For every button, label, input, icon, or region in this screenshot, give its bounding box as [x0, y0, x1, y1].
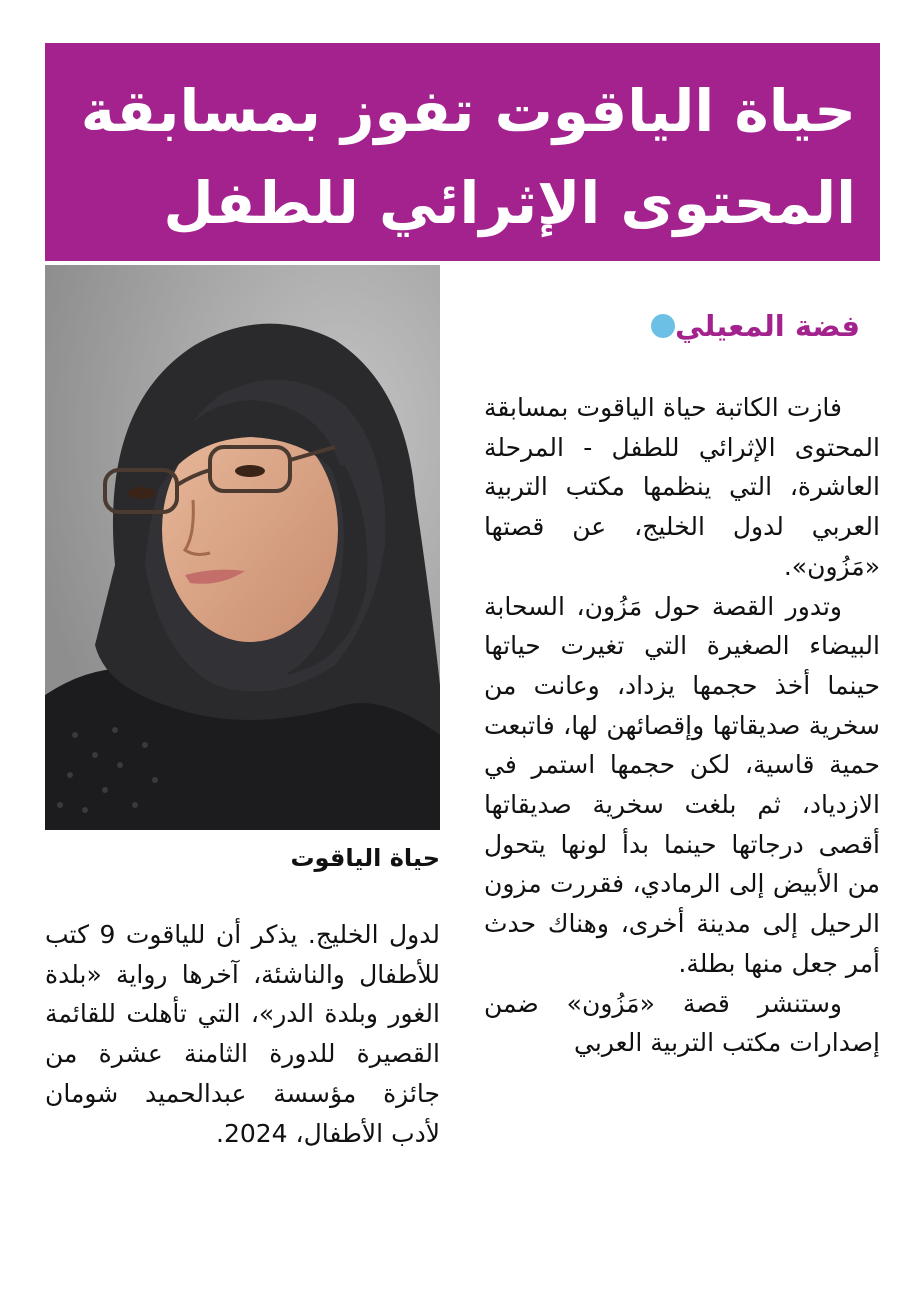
article-continuation: لدول الخليج. يذكر أن للياقوت 9 كتب للأطفال والناشئة، آخرها رواية «بلدة الغور وبلدة الدر»، التي تأهلت للقائمة القصيرة للدورة الثامنة عشرة من جائزة مؤسسة عبدالحميد شومان لأدب الأطفال، 2024. — [45, 920, 440, 1148]
article-column-left — [45, 915, 440, 1153]
headline-line-1: حياة الياقوت تفوز بمسابقة — [80, 77, 856, 145]
article-paragraph-1: فازت الكاتبة حياة الياقوت بمسابقة المحتوى الإثرائي للطفل - المرحلة العاشرة، التي ينظمها مكتب التربية العربي لدول الخليج، عن قصتها «مَزُون». — [484, 393, 880, 581]
byline-dot-icon — [651, 314, 675, 338]
article-column-right — [484, 388, 880, 1063]
headline-banner — [45, 43, 880, 261]
headline-line-2: المحتوى الإثرائي للطفل — [163, 169, 856, 237]
author-name: فضة المعيلي — [675, 309, 860, 343]
article-paragraph-3: وستنشر قصة «مَزُون» ضمن إصدارات مكتب التربية العربي — [484, 988, 880, 1058]
photo-caption: حياة الياقوت — [290, 844, 440, 872]
portrait-illustration — [45, 265, 440, 830]
byline — [639, 304, 860, 348]
article-paragraph-2: وتدور القصة حول مَزُون، السحابة البيضاء الصغيرة التي تغيرت حياتها حينما أخذ حجمها يزداد، وعانت من سخرية صديقاتها وإقصائهن لها، فاتبعت حمية قاسية، لكن حجمها استمر في الازدياد، ثم بلغت سخرية صديقاتها أقصى درجاتها حينما بدأ لونها يتحول من الأبيض إلى الرمادي، فقررت مزون الرحيل إلى مدينة أخرى، وهناك حدث أمر جعل منها بطلة. — [484, 591, 880, 978]
author-photo — [45, 265, 440, 830]
